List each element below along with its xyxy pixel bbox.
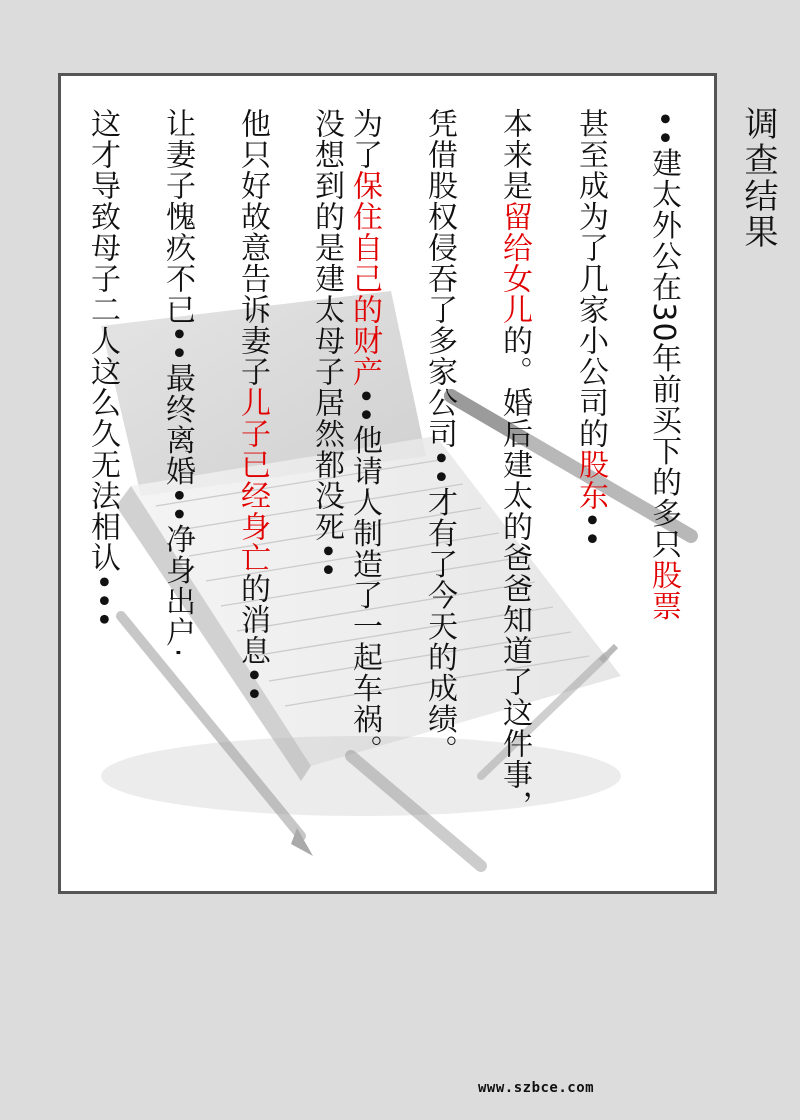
text-column-8 [157,108,197,658]
text-segment: 的消息•• [235,573,270,704]
text-column-5 [344,108,384,765]
text-column-1 [643,110,683,622]
text-column-7 [232,108,272,703]
text-column-9 [82,108,122,629]
highlight-segment: 股票 [646,559,681,622]
page-title: 调查结果 [738,106,778,250]
text-column-6 [306,108,346,579]
text-segment: 这才导致母子二人这么久无法相认••• [85,108,120,630]
text-segment: ••他请人制造了一起车祸。 [347,387,382,766]
text-segment: 甚至成为了几家小公司的 [573,108,608,449]
text-segment: 的。婚后建太的爸爸知道了这件事， [497,325,532,821]
text-segment: •• [573,511,608,549]
text-segment: 为了 [347,108,382,170]
text-column-2 [570,108,610,548]
text-segment: 没想到的是建太母子居然都没死•• [309,108,344,580]
text-column-3 [494,108,534,821]
text-segment: ••建太外公在30年前买下的多只 [646,110,681,560]
highlight-segment: 留给女儿 [497,201,532,325]
footer-url: www.szbce.com [478,1080,595,1096]
text-segment: 本来是 [497,108,532,201]
highlight-segment: 儿子已经身亡 [235,387,270,573]
text-column-4 [419,108,459,765]
text-segment: 凭借股权侵吞了多家公司••才有了今天的成绩。 [422,108,457,766]
highlight-segment: 保住自己的财产 [347,170,382,387]
highlight-segment: 股东 [573,449,608,511]
text-segment: 他只好故意告诉妻子 [235,108,270,387]
text-segment: 让妻子愧疚不已••最终离婚••净身出户· [160,108,195,659]
